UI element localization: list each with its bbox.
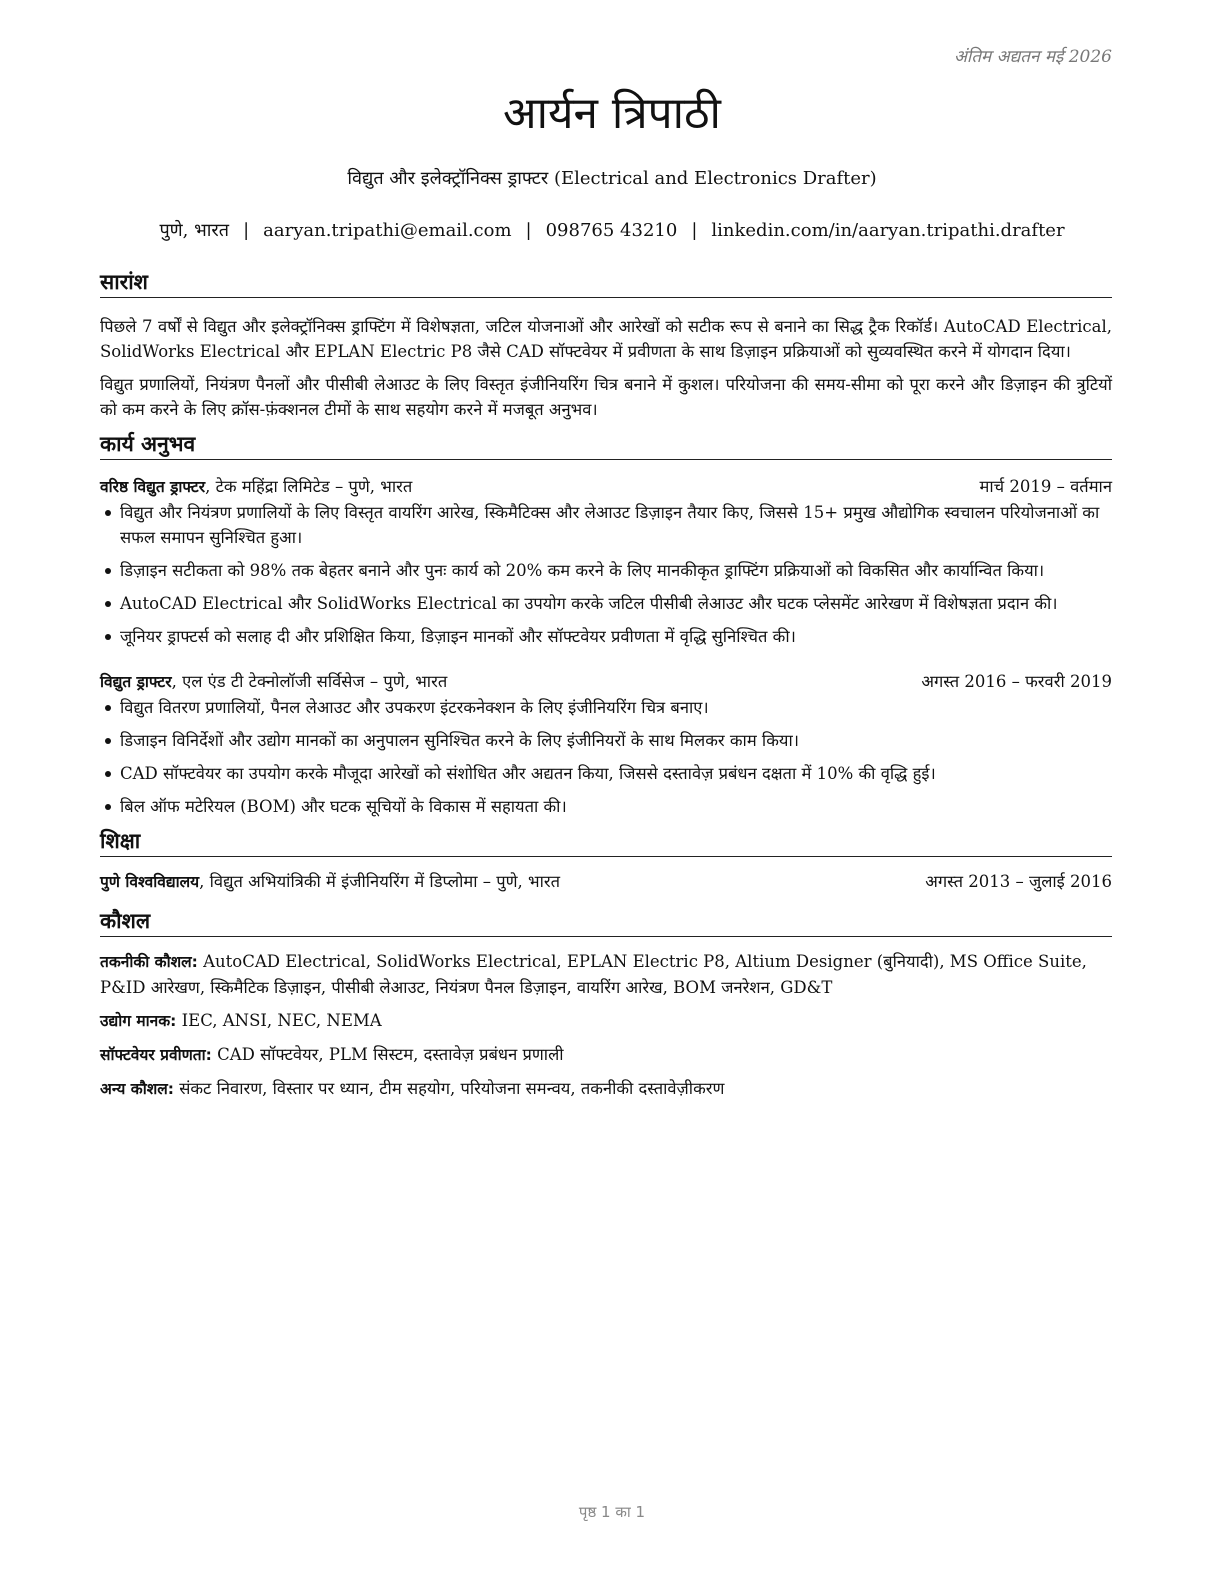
skill-value: CAD सॉफ्टवेयर, PLM सिस्टम, दस्तावेज़ प्रबंधन प्रणाली xyxy=(211,1045,564,1064)
skill-line-software xyxy=(100,1042,1112,1068)
page-number: पृष्ठ 1 का 1 xyxy=(578,1503,646,1521)
skill-line-standards xyxy=(100,1008,1112,1034)
job-header xyxy=(100,474,1112,500)
education-heading: शिक्षा xyxy=(100,827,1112,857)
skill-label: उद्योग मानक: xyxy=(100,1012,177,1030)
education-dates: अगस्त 2013 – जुलाई 2016 xyxy=(925,872,1112,891)
contact-location: पुणे, भारत xyxy=(159,220,230,241)
list-item: CAD सॉफ्टवेयर का उपयोग करके मौजूदा आरेखों को संशोधित और अद्यतन किया, जिससे दस्तावेज़ प्रबंधन दक्षता में 10% की वृद्धि हुई। xyxy=(100,761,1112,786)
contact-linkedin[interactable]: linkedin.com/in/aaryan.tripathi.drafter xyxy=(711,220,1065,241)
skill-label: अन्य कौशल: xyxy=(100,1080,174,1098)
job-title: वरिष्ठ विद्युत ड्राफ्टर xyxy=(100,478,206,496)
degree-detail: , विद्युत अभियांत्रिकी में इंजीनियरिंग में डिप्लोमा – पुणे, भारत xyxy=(199,872,561,891)
skill-label: सॉफ्टवेयर प्रवीणता: xyxy=(100,1046,212,1064)
contact-separator: | xyxy=(691,220,698,241)
job-title-subtitle: विद्युत और इलेक्ट्रॉनिक्स ड्राफ्टर (Electrical and Electronics Drafter) xyxy=(347,168,877,189)
list-item: बिल ऑफ मटेरियल (BOM) और घटक सूचियों के विकास में सहायता की। xyxy=(100,794,1112,819)
candidate-name: आर्यन त्रिपाठी xyxy=(503,88,721,139)
resume-content xyxy=(100,268,1112,1110)
contact-separator: | xyxy=(243,220,250,241)
list-item: AutoCAD Electrical और SolidWorks Electrical का उपयोग करके जटिल पीसीबी लेआउट और घटक प्लेसमेंट आरेखण में विशेषज्ञता प्रदान की। xyxy=(100,591,1112,616)
job-entry xyxy=(100,669,1112,819)
skill-value: संकट निवारण, विस्तार पर ध्यान, टीम सहयोग, परियोजना समन्वय, तकनीकी दस्तावेज़ीकरण xyxy=(173,1079,725,1098)
last-updated: अंतिम अद्यतन मई 2026 xyxy=(953,47,1112,67)
summary-paragraph: पिछले 7 वर्षों से विद्युत और इलेक्ट्रॉनिक्स ड्राफ्टिंग में विशेषज्ञता, जटिल योजनाओं और आरेखों को सटीक रूप से बनाने का सिद्ध ट्रैक रिकॉर्ड। AutoCAD Electrical, SolidWorks Electrical और EPLAN Electric P8 जैसे CAD सॉफ्टवेयर में प्रवीणता के साथ डिज़ाइन प्रक्रियाओं को सुव्यवस्थित करने में योगदान दिया। xyxy=(100,317,1112,361)
contact-email[interactable]: aaryan.tripathi@email.com xyxy=(263,220,512,241)
job-bullets xyxy=(100,500,1112,649)
institution-name: पुणे विश्वविद्यालय xyxy=(100,873,200,891)
contact-separator: | xyxy=(525,220,532,241)
summary-paragraph: विद्युत प्रणालियों, नियंत्रण पैनलों और पीसीबी लेआउट के लिए विस्तृत इंजीनियरिंग चित्र बनाने में कुशल। परियोजना की समय-सीमा को पूरा करने और डिज़ाइन की त्रुटियों को कम करने के लिए क्रॉस-फ़ंक्शनल टीमों के साथ सहयोग करने में मजबूत अनुभव। xyxy=(100,375,1112,419)
list-item: विद्युत और नियंत्रण प्रणालियों के लिए विस्तृत वायरिंग आरेख, स्किमैटिक्स और लेआउट डिज़ाइन तैयार किए, जिससे 15+ प्रमुख औद्योगिक स्वचालन परियोजनाओं का सफल समापन सुनिश्चित हुआ। xyxy=(100,500,1112,550)
job-title: विद्युत ड्राफ्टर xyxy=(100,673,172,691)
skill-line-other xyxy=(100,1076,1112,1102)
education-entry xyxy=(100,869,1112,895)
skill-value: IEC, ANSI, NEC, NEMA xyxy=(176,1011,382,1030)
contact-line xyxy=(0,218,1224,244)
list-item: विद्युत वितरण प्रणालियों, पैनल लेआउट और उपकरण इंटरकनेक्शन के लिए इंजीनियरिंग चित्र बनाए। xyxy=(100,695,1112,720)
job-header xyxy=(100,669,1112,695)
list-item: जूनियर ड्राफ्टर्स को सलाह दी और प्रशिक्षित किया, डिज़ाइन मानकों और सॉफ्टवेयर प्रवीणता में वृद्धि सुनिश्चित की। xyxy=(100,624,1112,649)
job-dates: अगस्त 2016 – फरवरी 2019 xyxy=(921,672,1112,691)
job-bullets xyxy=(100,695,1112,819)
experience-heading: कार्य अनुभव xyxy=(100,430,1112,460)
skills-section xyxy=(100,907,1112,1102)
skill-label: तकनीकी कौशल: xyxy=(100,953,198,971)
job-org: , टेक महिंद्रा लिमिटेड – पुणे, भारत xyxy=(205,477,413,496)
list-item: डिजाइन विनिर्देशों और उद्योग मानकों का अनुपालन सुनिश्चित करने के लिए इंजीनियरों के साथ मिलकर काम किया। xyxy=(100,728,1112,753)
experience-section xyxy=(100,430,1112,819)
education-section xyxy=(100,827,1112,895)
job-dates: मार्च 2019 – वर्तमान xyxy=(979,477,1112,496)
job-org: , एल एंड टी टेक्नोलॉजी सर्विसेज – पुणे, भारत xyxy=(171,672,448,691)
summary-heading: सारांश xyxy=(100,268,1112,298)
contact-phone: 098765 43210 xyxy=(545,220,678,241)
skills-heading: कौशल xyxy=(100,907,1112,937)
skill-line-technical xyxy=(100,949,1112,1000)
list-item: डिज़ाइन सटीकता को 98% तक बेहतर बनाने और पुनः कार्य को 20% कम करने के लिए मानकीकृत ड्राफ्टिंग प्रक्रियाओं को विकसित और कार्यान्वित किया। xyxy=(100,558,1112,583)
summary-section xyxy=(100,268,1112,422)
skill-value: AutoCAD Electrical, SolidWorks Electrical, EPLAN Electric P8, Altium Designer (बुनियादी), MS Office Suite, P&ID आरेखण, स्किमैटिक डिज़ाइन, पीसीबी लेआउट, नियंत्रण पैनल डिज़ाइन, वायरिंग आरेख, BOM जनरेशन, GD&T xyxy=(100,952,1087,997)
job-entry xyxy=(100,474,1112,649)
